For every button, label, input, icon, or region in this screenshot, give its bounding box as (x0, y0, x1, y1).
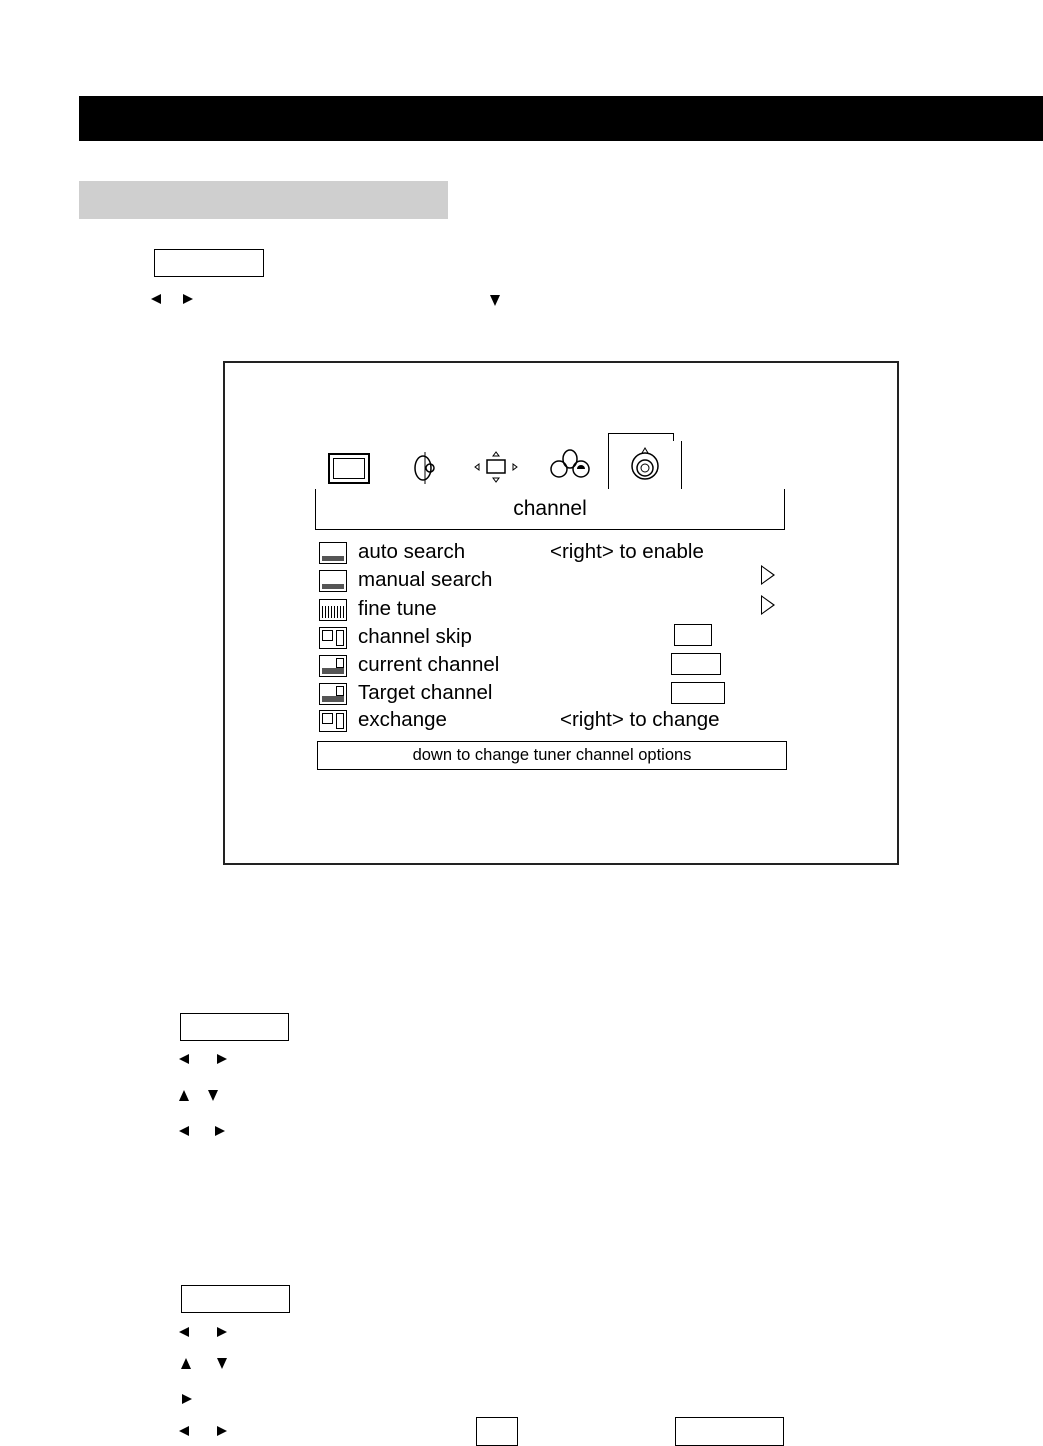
right-arrow-icon (217, 1327, 227, 1337)
left-arrow-icon (179, 1126, 189, 1136)
menu-item-channel-skip[interactable]: channel skip (319, 625, 789, 649)
right-arrow-icon (217, 1426, 227, 1436)
exchange-value: <right> to change (560, 708, 720, 731)
right-arrow-icon (183, 294, 193, 304)
fine-tune-icon (319, 599, 347, 621)
section-header-bar (79, 96, 1043, 141)
value-key-box (476, 1417, 518, 1446)
menu-title: channel (315, 489, 785, 530)
screen-adjust-icon[interactable] (473, 450, 519, 484)
channel-icon[interactable] (627, 446, 663, 482)
menu-key-box (154, 249, 264, 277)
down-arrow-icon (208, 1090, 218, 1101)
submenu-arrow-icon[interactable] (761, 565, 775, 585)
menu-key-box (675, 1417, 784, 1446)
menu-key-box (180, 1013, 289, 1041)
down-arrow-icon (490, 295, 500, 306)
right-arrow-icon (217, 1054, 227, 1064)
manual-search-icon (319, 570, 347, 592)
menu-item-fine-tune[interactable]: fine tune (319, 597, 789, 621)
menu-item-target-channel[interactable]: Target channel (319, 681, 789, 705)
menu-item-auto-search[interactable]: auto search <right> to enable (319, 540, 789, 564)
target-channel-icon (319, 683, 347, 705)
right-arrow-icon (182, 1394, 192, 1404)
osd-hint-bar: down to change tuner channel options (317, 741, 787, 770)
sound-icon[interactable] (410, 450, 440, 486)
menu-key-box (181, 1285, 290, 1313)
channel-skip-icon (319, 627, 347, 649)
picture-icon[interactable] (328, 453, 370, 484)
down-arrow-icon (217, 1358, 227, 1369)
menu-item-manual-search[interactable]: manual search (319, 568, 789, 592)
auto-search-value: <right> to enable (550, 540, 704, 563)
menu-item-exchange[interactable]: exchange <right> to change (319, 708, 789, 732)
auto-search-icon (319, 542, 347, 564)
subsection-header-bar (79, 181, 448, 219)
left-arrow-icon (179, 1327, 189, 1337)
left-arrow-icon (179, 1426, 189, 1436)
current-channel-value-box[interactable] (671, 653, 721, 675)
submenu-arrow-icon[interactable] (761, 595, 775, 615)
up-arrow-icon (179, 1090, 189, 1101)
up-arrow-icon (181, 1358, 191, 1369)
target-channel-value-box[interactable] (671, 682, 725, 704)
right-arrow-icon (215, 1126, 225, 1136)
current-channel-icon (319, 655, 347, 677)
menu-item-current-channel[interactable]: current channel (319, 653, 789, 677)
feature-icon[interactable] (548, 447, 592, 483)
channel-skip-value-box[interactable] (674, 624, 712, 646)
left-arrow-icon (179, 1054, 189, 1064)
exchange-icon (319, 710, 347, 732)
left-arrow-icon (151, 294, 161, 304)
